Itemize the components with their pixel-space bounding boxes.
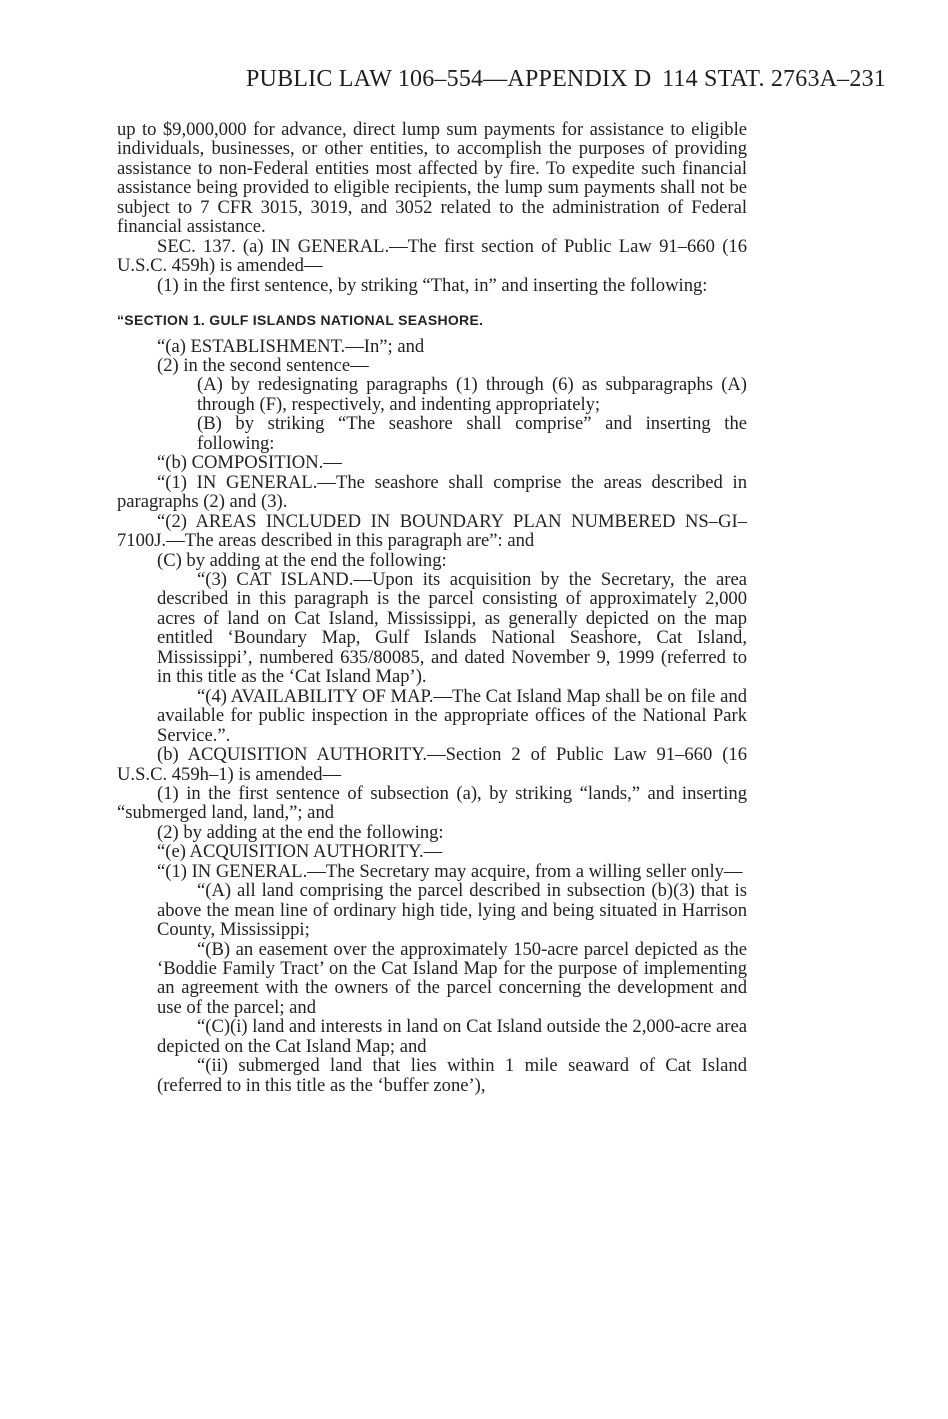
page-header	[246, 66, 886, 93]
paragraph: (B) by striking “The seashore shall comprise” and inserting the following:	[197, 413, 747, 454]
paragraph: “(2) AREAS INCLUDED IN BOUNDARY PLAN NUMBERED NS–GI–7100J.—The areas described in this paragraph are”: and	[117, 510, 747, 552]
section-heading: “SECTION 1. GULF ISLANDS NATIONAL SEASHORE.	[117, 312, 484, 329]
paragraph: “(3) CAT ISLAND.—Upon its acquisition by the Secretary, the area described in this paragraph is the parcel consisting of approximately 2,000 acres of land on Cat Island, Mississippi, as generally depicted on the map entitled ‘Boundary Map, Gulf Islands National Seashore, Cat Island, Mississippi’, numbered 635/80085, and dated November 9, 1999 (referred to in this title as the ‘Cat Island Map’).	[157, 568, 747, 688]
paragraph: “(1) IN GENERAL.—The seashore shall comprise the areas described in paragraphs (2) and (3).	[117, 471, 747, 513]
paragraph: “(e) ACQUISITION AUTHORITY.—	[157, 841, 443, 863]
paragraph: “(ii) submerged land that lies within 1 mile seaward of Cat Island (referred to in this title as the ‘buffer zone’),	[157, 1055, 747, 1096]
header-stat-citation: 114 STAT. 2763A–231	[662, 66, 886, 92]
paragraph: “(C)(i) land and interests in land on Cat Island outside the 2,000-acre area depicted on the Cat Island Map; and	[157, 1016, 747, 1057]
paragraph: “(B) an easement over the approximately 150-acre parcel depicted as the ‘Boddie Family Tract’ on the Cat Island Map for the purpose of implementing an agreement with the owners of the parcel concerning the development and use of the parcel; and	[157, 938, 747, 1018]
paragraph: (2) by adding at the end the following:	[157, 821, 444, 843]
paragraph: “(4) AVAILABILITY OF MAP.—The Cat Island Map shall be on file and available for public inspection in the appropriate offices of the National Park Service.”.	[157, 685, 747, 746]
paragraph: (b) ACQUISITION AUTHORITY.—Section 2 of Public Law 91–660 (16 U.S.C. 459h–1) is amended—	[117, 744, 747, 785]
paragraph: “(a) ESTABLISHMENT.—In”; and	[157, 335, 425, 357]
header-title: PUBLIC LAW 106–554—APPENDIX D	[246, 66, 652, 92]
paragraph-sec-137: SEC. 137. (a) IN GENERAL.—The first section of Public Law 91–660 (16 U.S.C. 459h) is amended—	[117, 235, 747, 277]
paragraph: (1) in the first sentence of subsection (a), by striking “lands,” and inserting “submerged land, land,”; and	[117, 782, 747, 824]
paragraph: (A) by redesignating paragraphs (1) through (6) as subparagraphs (A) through (F), respectively, and indenting appropriately;	[197, 374, 747, 415]
paragraph: “(A) all land comprising the parcel described in subsection (b)(3) that is above the mean line of ordinary high tide, lying and being situated in Harrison County, Mississippi;	[157, 880, 747, 941]
paragraph: (C) by adding at the end the following:	[157, 549, 447, 571]
paragraph: “(1) IN GENERAL.—The Secretary may acquire, from a willing seller only—	[157, 860, 743, 882]
paragraph: (2) in the second sentence—	[157, 354, 369, 376]
paragraph: “(b) COMPOSITION.—	[157, 452, 342, 474]
paragraph: up to $9,000,000 for advance, direct lump sum payments for assistance to eligible individuals, businesses, or other entities, to accomplish the purposes of providing assistance to non-Federal entities most affected by fire. To expedite such financial assistance being provided to eligible recipients, the lump sum payments shall not be subject to 7 CFR 3015, 3019, and 3052 related to the administration of Federal financial assistance.	[117, 119, 747, 238]
paragraph: (1) in the first sentence, by striking “That, in” and inserting the following:	[157, 274, 708, 296]
body-text	[117, 120, 747, 1095]
